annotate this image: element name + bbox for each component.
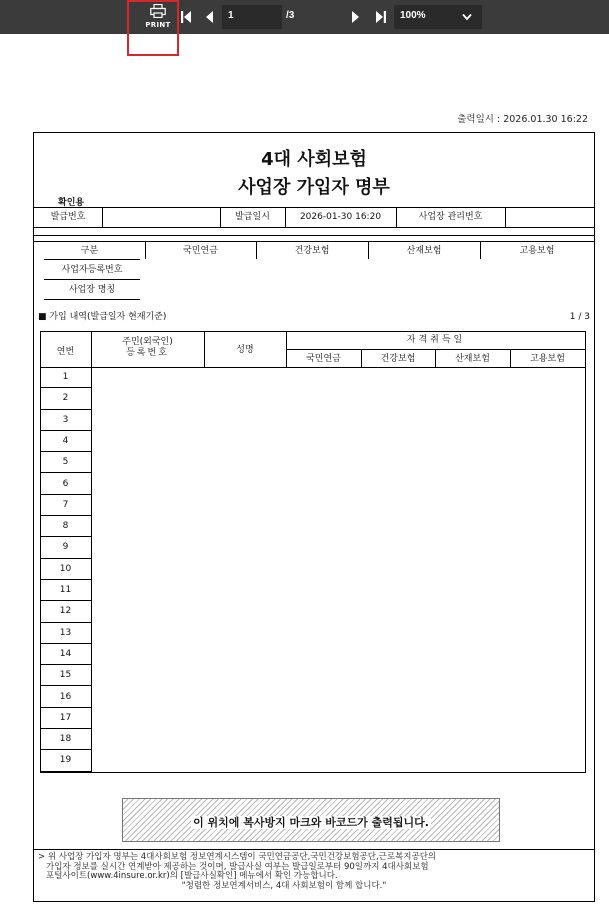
table-row bbox=[40, 665, 91, 686]
table-row bbox=[40, 750, 91, 771]
divider bbox=[40, 331, 586, 332]
prev-page-icon[interactable] bbox=[205, 10, 213, 24]
table-row bbox=[40, 516, 91, 537]
divider bbox=[102, 207, 103, 227]
row-number: 6 bbox=[62, 478, 69, 489]
divider bbox=[40, 367, 586, 368]
row-number: 8 bbox=[62, 521, 69, 532]
divider bbox=[585, 367, 586, 772]
row-number: 5 bbox=[62, 457, 69, 468]
document-title-line1: 4대 사회보험 bbox=[261, 149, 367, 170]
chevron-down-icon bbox=[462, 13, 472, 21]
header-pension: 국민연금 bbox=[183, 246, 218, 256]
issue-date-value: 2026-01-30 16:20 bbox=[299, 212, 382, 222]
col-no-header: 연번 bbox=[56, 347, 75, 357]
current-page-value: 1 bbox=[228, 10, 234, 21]
row-number: 2 bbox=[62, 393, 69, 404]
row-number: 3 bbox=[62, 414, 69, 425]
divider bbox=[34, 241, 594, 242]
divider bbox=[44, 259, 140, 260]
row-number: 18 bbox=[59, 734, 72, 745]
first-page-icon[interactable] bbox=[181, 10, 191, 24]
last-page-icon[interactable] bbox=[376, 10, 386, 24]
footnote-line2: 가입자 정보를 실시간 연계받아 제공하는 것이며, 발급사실 여부는 발급일로부터 90일까지 4대사회보험 bbox=[46, 861, 429, 872]
certificate-document bbox=[33, 132, 595, 902]
table-row bbox=[40, 410, 91, 431]
divider bbox=[34, 235, 594, 236]
row-number: 7 bbox=[62, 499, 69, 510]
total-pages-label: /3 bbox=[286, 10, 295, 21]
divider bbox=[44, 299, 140, 300]
row-number: 10 bbox=[59, 563, 72, 574]
issue-date-label: 발급일시 bbox=[235, 212, 270, 222]
row-number: 1 bbox=[62, 372, 69, 382]
row-number: 13 bbox=[59, 627, 72, 638]
table-row bbox=[40, 687, 91, 708]
sub-col-health: 건강보험 bbox=[380, 354, 416, 364]
table-row bbox=[40, 431, 91, 452]
divider bbox=[286, 349, 586, 350]
row-number: 4 bbox=[62, 435, 69, 446]
print-highlight-box bbox=[127, 0, 179, 56]
divider bbox=[34, 207, 594, 208]
row-number: 16 bbox=[59, 691, 72, 702]
zoom-select[interactable] bbox=[394, 5, 482, 29]
row-number: 17 bbox=[59, 712, 72, 723]
footnote-line3: 포털사이트(www.4insure.or.kr)의 [발급사실확인] 메뉴에서 확인 가능합니다. bbox=[46, 871, 338, 882]
divider bbox=[34, 849, 594, 850]
header-employment: 고용보험 bbox=[519, 246, 555, 256]
header-health: 건강보험 bbox=[294, 246, 330, 256]
next-page-icon[interactable] bbox=[352, 10, 360, 24]
col-resident-header-line1: 주민(외국인) bbox=[122, 337, 173, 347]
header-industrial: 산재보험 bbox=[406, 246, 442, 256]
zoom-value: 100% bbox=[400, 10, 426, 21]
table-row bbox=[40, 495, 91, 516]
footnote-line4: "청렴한 정보연계서비스, 4대 사회보험이 함께 합니다." bbox=[181, 880, 387, 891]
anti-copy-mark-area bbox=[122, 798, 500, 842]
sub-col-employment: 고용보험 bbox=[530, 354, 565, 364]
col-qualification-header: 자격취득일 bbox=[406, 335, 466, 345]
table-row bbox=[40, 708, 91, 729]
membership-label: ■ 가입 내역(발급일자 현재기준) bbox=[38, 312, 167, 322]
sub-col-industrial: 산재보험 bbox=[455, 354, 490, 364]
col-name-header: 성명 bbox=[236, 345, 254, 355]
sub-col-pension: 국민연금 bbox=[306, 354, 341, 364]
divider bbox=[44, 279, 140, 280]
row-number: 12 bbox=[59, 606, 72, 617]
row-number: 15 bbox=[59, 670, 72, 681]
row-number: 14 bbox=[59, 648, 72, 659]
footnote-line1: > 위 사업장 가입자 명부는 4대사회보험 정보연계시스템이 국민연금공단,국민건강보험공단,근로복지공단의 bbox=[38, 852, 437, 862]
table-row bbox=[40, 388, 91, 409]
table-row bbox=[40, 580, 91, 601]
table-row bbox=[40, 559, 91, 580]
table-row bbox=[40, 537, 91, 558]
table-row bbox=[40, 367, 91, 388]
row-number: 11 bbox=[59, 585, 72, 595]
table-row bbox=[40, 623, 91, 644]
category-header: 구분 bbox=[80, 246, 99, 256]
document-title-line2: 사업장 가입자 명부 bbox=[238, 177, 390, 198]
table-row bbox=[40, 474, 91, 495]
anti-copy-notice: 이 위치에 복사방지 마크와 바코드가 출력됩니다. bbox=[193, 816, 429, 829]
divider bbox=[34, 227, 594, 228]
col-resident-header-line2: 등록번호 bbox=[126, 348, 169, 358]
print-label: PRINT bbox=[145, 21, 171, 29]
confirm-label: 확인용 bbox=[58, 198, 85, 208]
workplace-mgmt-label: 사업장 관리번호 bbox=[418, 212, 483, 222]
print-datetime: 출력일시 : 2026.01.30 16:22 bbox=[457, 114, 588, 125]
table-row bbox=[40, 729, 91, 750]
row-number: 9 bbox=[62, 542, 69, 553]
issue-no-label: 발급번호 bbox=[50, 212, 86, 222]
row-number: 19 bbox=[59, 755, 72, 766]
viewer-toolbar bbox=[0, 0, 609, 34]
divider bbox=[91, 367, 92, 772]
footnote bbox=[38, 853, 590, 891]
divider bbox=[505, 207, 506, 227]
table-row bbox=[40, 601, 91, 622]
page-indicator: 1 / 3 bbox=[569, 312, 590, 322]
table-row bbox=[40, 644, 91, 665]
table-row bbox=[40, 452, 91, 473]
biz-reg-label: 사업자등록번호 bbox=[61, 265, 123, 275]
divider bbox=[40, 772, 586, 773]
workplace-name-label: 사업장 명칭 bbox=[68, 285, 116, 295]
